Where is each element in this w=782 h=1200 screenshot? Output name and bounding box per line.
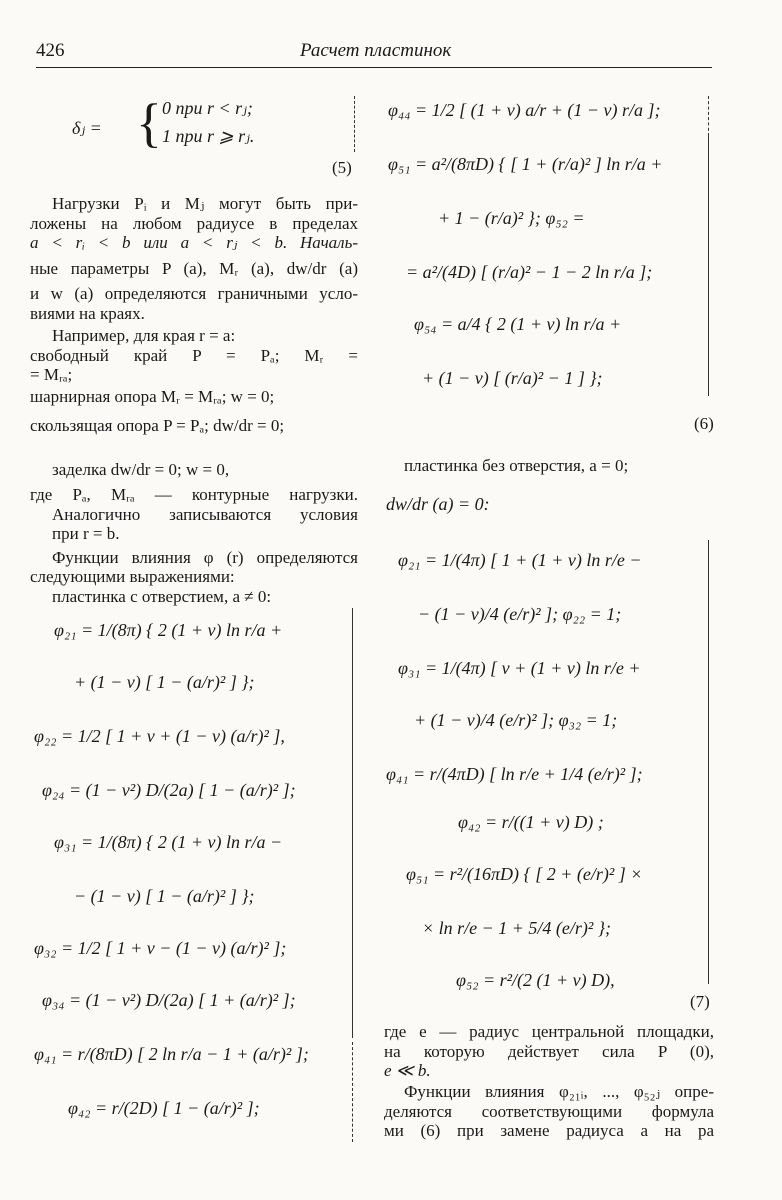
text-line: следующими выражениями: xyxy=(30,567,235,586)
text-line: где e — радиус центральной площадки, xyxy=(384,1022,714,1041)
formula-7-phi31: φ₃₁ = 1/(4π) [ ν + (1 + ν) ln r/e + xyxy=(398,658,641,678)
text-line: пластинка с отверстием, a ≠ 0: xyxy=(52,586,272,606)
paragraph-loads xyxy=(30,194,358,323)
text-line: Аналогично записываются условия xyxy=(52,504,358,524)
formula-phi42: φ₄₂ = r/(2D) [ 1 − (a/r)² ]; xyxy=(68,1098,260,1118)
formula-7-phi41: φ₄₁ = r/(4πD) [ ln r/e + 1/4 (e/r)² ]; xyxy=(386,764,643,784)
page-header xyxy=(36,38,712,66)
page-number: 426 xyxy=(36,40,65,61)
formula-phi51-cont: + 1 − (r/a)² }; φ₅₂ = xyxy=(438,208,585,228)
formula-7-phi51-cont: × ln r/e − 1 + 5/4 (e/r)² }; xyxy=(422,918,612,938)
group-bracket-left xyxy=(352,608,353,1038)
group-bracket-7 xyxy=(708,540,709,984)
text-line: свободный край P = Pₐ; Mᵣ = xyxy=(30,345,358,365)
text-line: e ≪ b. xyxy=(384,1061,431,1080)
text-line: заделка dw/dr = 0; w = 0, xyxy=(52,459,230,479)
paragraph-radius xyxy=(384,1022,714,1081)
equation-number-6: (6) xyxy=(694,414,714,433)
delta-case-2: 1 при r ⩾ rⱼ. xyxy=(162,126,255,146)
equation-number-7: (7) xyxy=(690,992,710,1011)
formula-7-phi51: φ₅₁ = r²/(16πD) { [ 2 + (e/r)² ] × xyxy=(406,864,643,884)
text-line: Функции влияния φ₂₁ᵢ, ..., φ₅₂ⱼ опре- xyxy=(404,1082,714,1101)
formula-phi32: φ₃₂ = 1/2 [ 1 + ν − (1 − ν) (a/r)² ]; xyxy=(34,938,287,958)
formula-phi34: φ₃₄ = (1 − ν²) D/(2a) [ 1 + (a/r)² ]; xyxy=(42,990,296,1010)
text-line: = Mᵣₐ; xyxy=(30,365,73,384)
header-rule xyxy=(36,67,712,68)
text-line: Например, для края r = a: xyxy=(52,326,236,345)
formula-phi31-cont: − (1 − ν) [ 1 − (a/r)² ] }; xyxy=(74,886,255,906)
text-line: виями на краях. xyxy=(30,303,145,323)
group-bracket-right-dashed xyxy=(708,96,709,136)
delta-case-1: 0 при r < rⱼ; xyxy=(162,98,253,118)
eq5-bracket xyxy=(354,96,355,152)
right-column xyxy=(382,80,718,1180)
text-line: скользящая опора P = Pₐ; dw/dr = 0; xyxy=(30,416,285,435)
formula-7-phi52: φ₅₂ = r²/(2 (1 + ν) D), xyxy=(456,970,615,990)
formula-7-phi31-cont: + (1 − ν)/4 (e/r)² ]; φ₃₂ = 1; xyxy=(414,710,618,730)
text-line: шарнирная опора Mᵣ = Mᵣₐ; w = 0; xyxy=(30,386,275,406)
left-column xyxy=(28,80,362,1180)
text-line: ми (6) при замене радиуса a на ра xyxy=(384,1121,714,1140)
formula-phi54-cont: + (1 − ν) [ (r/a)² − 1 ] }; xyxy=(422,368,603,388)
text-line: где Pₐ, Mᵣₐ — контурные нагрузки. xyxy=(30,485,358,504)
formula-phi51: φ₅₁ = a²/(8πD) { [ 1 + (r/a)² ] ln r/a + xyxy=(388,154,663,174)
group-bracket-right xyxy=(708,136,709,396)
text-line: ные параметры P (a), Mᵣ (a), dw/dr (a) xyxy=(30,258,358,278)
formula-7-phi21-cont: − (1 − ν)/4 (e/r)² ]; φ₂₂ = 1; xyxy=(418,604,622,624)
text-line: a < rᵢ < b или a < rⱼ < b. Началь- xyxy=(30,233,358,252)
formula-phi31: φ₃₁ = 1/(8π) { 2 (1 + ν) ln r/a − xyxy=(54,832,283,852)
paragraph-influence xyxy=(384,1082,714,1141)
formula-phi54: φ₅₄ = a/4 { 2 (1 + ν) ln r/a + xyxy=(414,314,622,334)
formula-phi44: φ₄₄ = 1/2 [ (1 + ν) a/r + (1 − ν) r/a ]; xyxy=(388,100,661,120)
text-line: при r = b. xyxy=(52,524,120,543)
text-line: Функции влияния φ (r) определяются xyxy=(52,547,358,567)
equation-number-5: (5) xyxy=(332,158,352,177)
formula-7-phi21: φ₂₁ = 1/(4π) [ 1 + (1 + ν) ln r/e − xyxy=(398,550,642,570)
text-line: на которую действует сила P (0), xyxy=(384,1041,714,1061)
group-bracket-left-dashed xyxy=(352,1042,353,1142)
formula-phi24: φ₂₄ = (1 − ν²) D/(2a) [ 1 − (a/r)² ]; xyxy=(42,780,296,800)
formula-phi22: φ₂₂ = 1/2 [ 1 + ν + (1 − ν) (a/r)² ], xyxy=(34,726,285,746)
text-line: Нагрузки Pᵢ и Mⱼ могут быть при- xyxy=(52,194,358,213)
text-line: и w (a) определяются граничными усло- xyxy=(30,284,358,303)
formula-phi21-cont: + (1 − ν) [ 1 − (a/r)² ] }; xyxy=(74,672,255,692)
left-brace: { xyxy=(136,93,162,153)
running-title: Расчет пластинок xyxy=(300,40,452,61)
delta-lhs: δⱼ = xyxy=(72,118,102,138)
text-line: деляются соответствующими формула xyxy=(384,1101,714,1121)
formula-phi52: = a²/(4D) [ (r/a)² − 1 − 2 ln r/a ]; xyxy=(406,262,653,282)
formula-phi41: φ₄₁ = r/(8πD) [ 2 ln r/a − 1 + (a/r)² ]; xyxy=(34,1044,309,1064)
paragraph-conditions xyxy=(30,326,358,606)
formula-7-phi42: φ₄₂ = r/((1 + ν) D) ; xyxy=(458,812,604,832)
condition-derivative: dw/dr (a) = 0: xyxy=(386,494,490,514)
condition-no-hole: пластинка без отверстия, a = 0; xyxy=(404,456,629,475)
formula-phi21: φ₂₁ = 1/(8π) { 2 (1 + ν) ln r/a + xyxy=(54,620,283,640)
text-line: ложены на любом радиусе в пределах xyxy=(30,213,358,233)
